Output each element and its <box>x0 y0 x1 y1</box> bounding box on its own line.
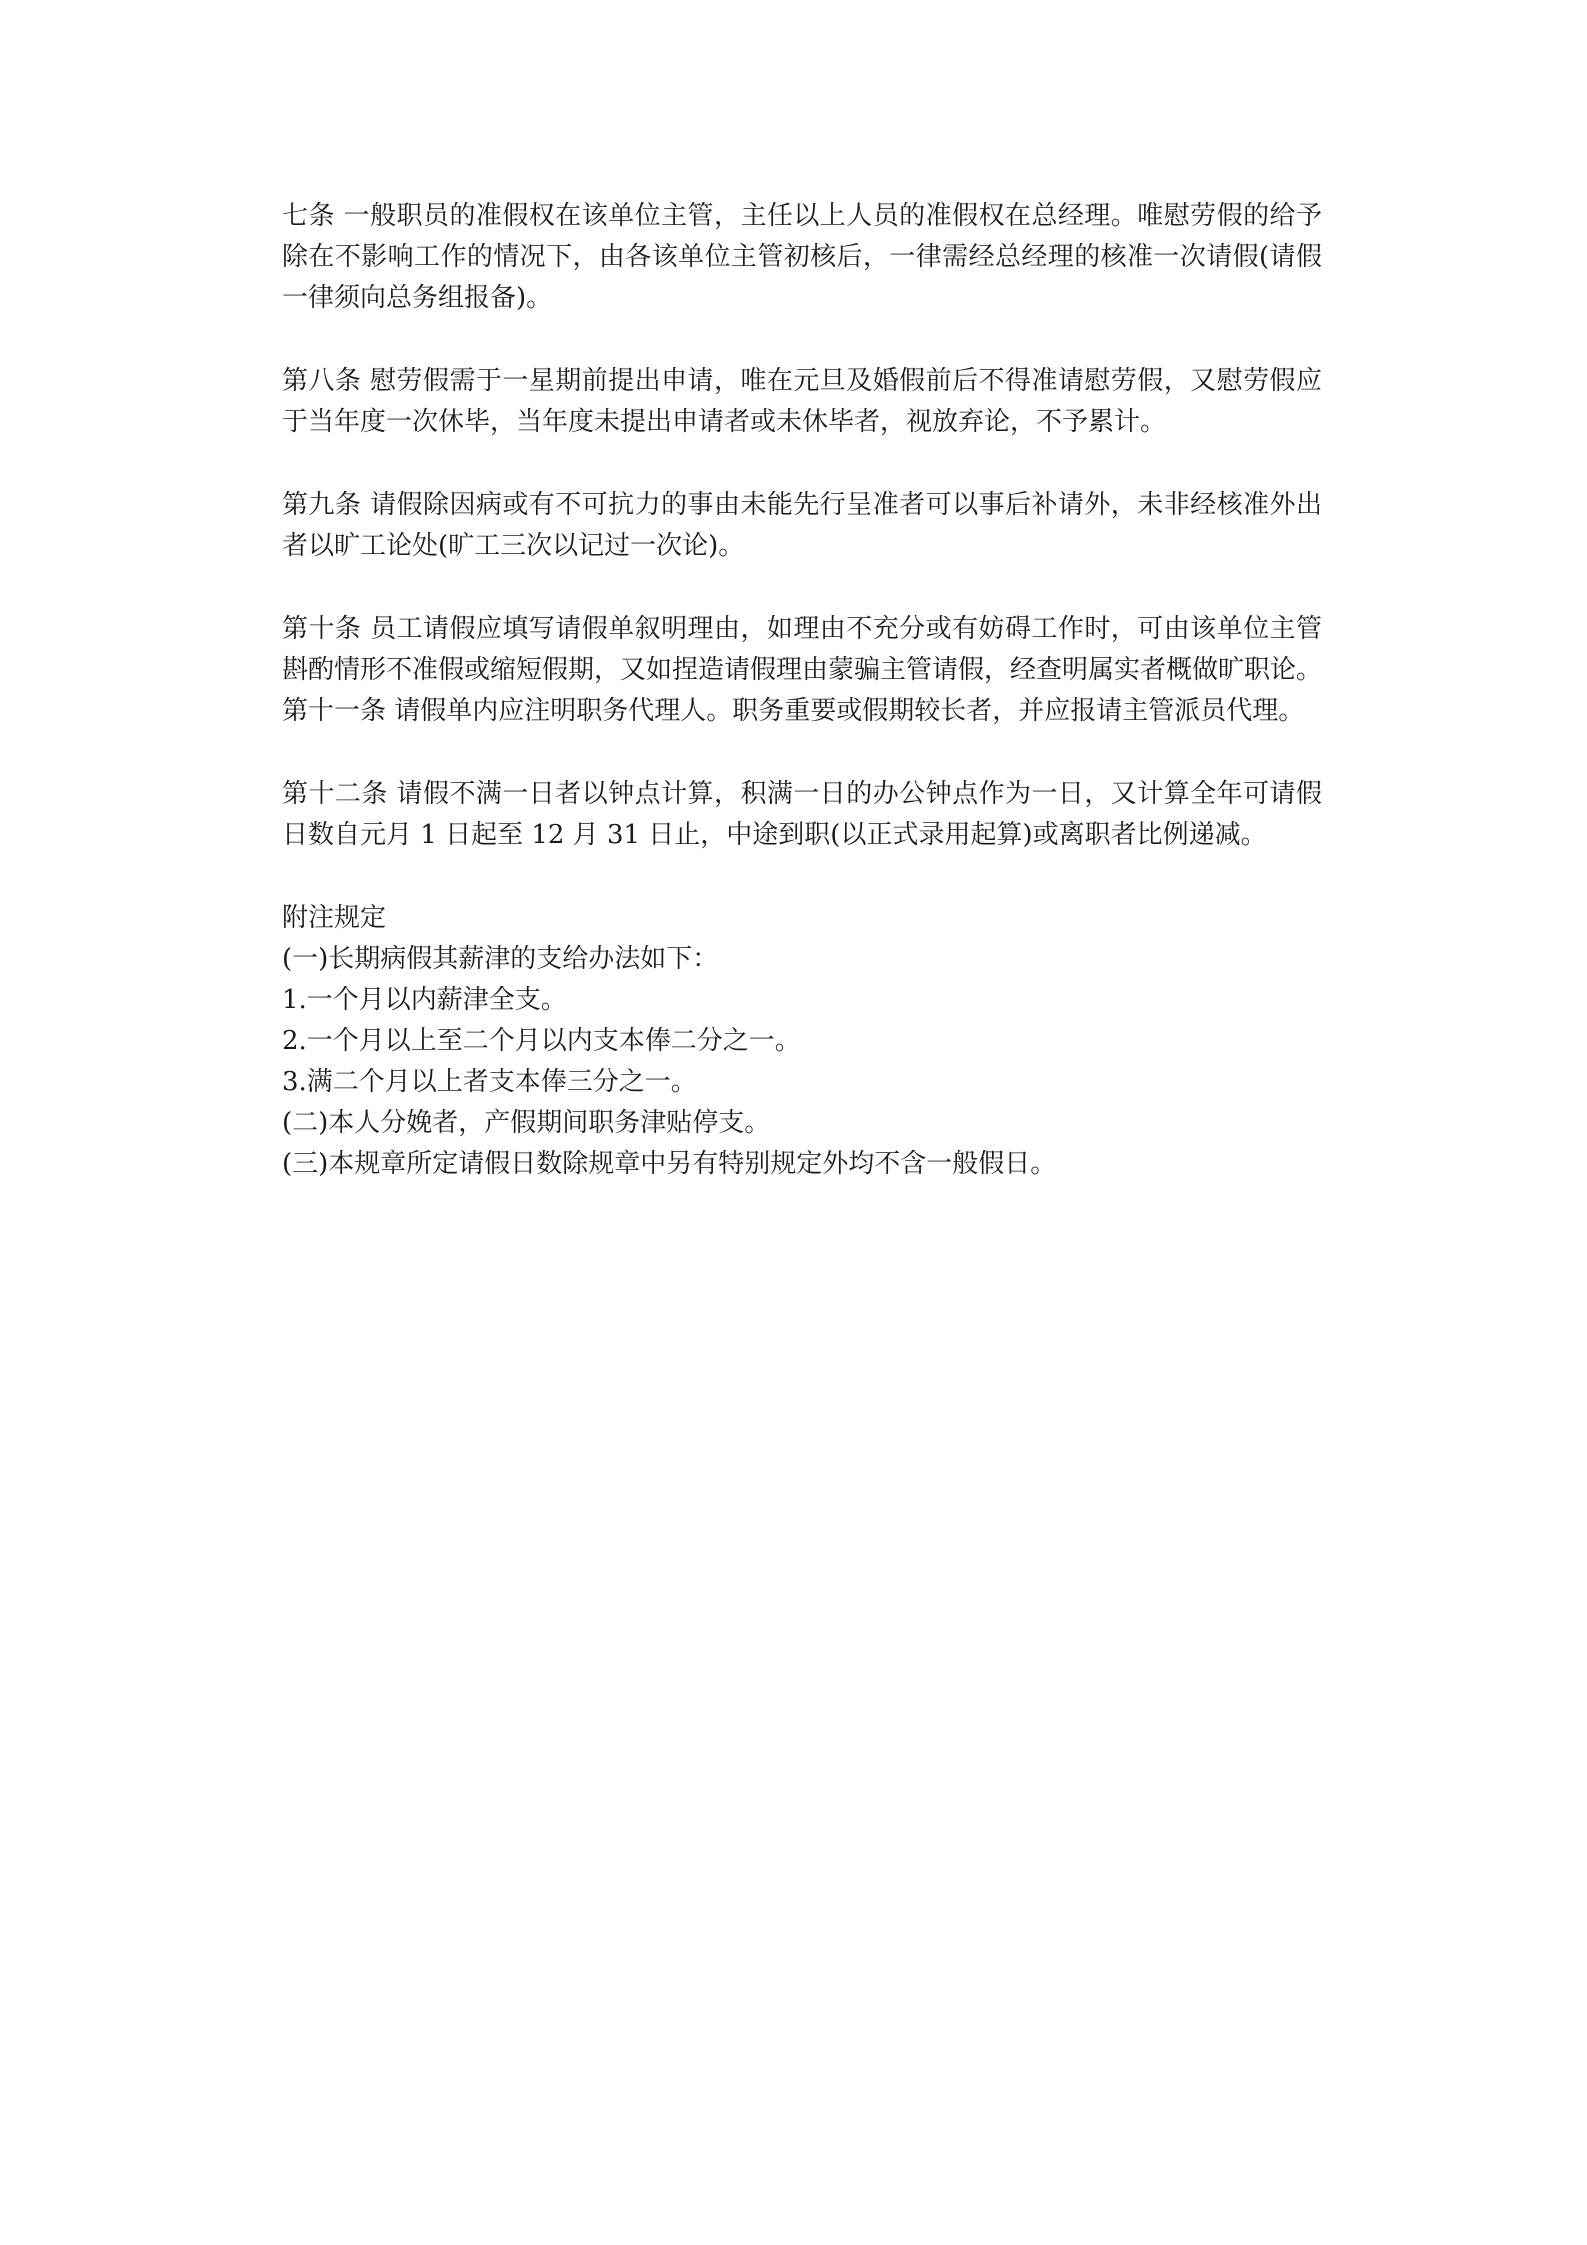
note-item-2: (二)本人分娩者，产假期间职务津贴停支。 <box>282 1108 771 1138</box>
article-8: 第八条 慰劳假需于一星期前提出申请，唯在元旦及婚假前后不得准请慰劳假，又慰劳假应于当年度一次休毕，当年度未提出申请者或未休毕者，视放弃论，不予累计。 <box>282 366 1322 437</box>
document-body <box>282 196 1322 1185</box>
article-12: 第十二条 请假不满一日者以钟点计算，积满一日的办公钟点作为一日，又计算全年可请假日数自元月 1 日起至 12 月 31 日止，中途到职(以正式录用起算)或离职者比例递减。 <box>282 779 1322 850</box>
paragraph-gap <box>282 443 1322 485</box>
note-item-3: (三)本规章所定请假日数除规章中另有特别规定外均不含一般假日。 <box>282 1149 1057 1179</box>
article-11: 第十一条 请假单内应注明职务代理人。职务重要或假期较长者，并应报请主管派员代理。 <box>282 696 1305 726</box>
paragraph-gap <box>282 319 1322 361</box>
note-subitem-1: 1.一个月以内薪津全支。 <box>282 985 567 1015</box>
paragraph-gap <box>282 567 1322 609</box>
paragraph-gap <box>282 856 1322 898</box>
article-7: 七条 一般职员的准假权在该单位主管，主任以上人员的准假权在总经理。唯慰劳假的给予除在不影响工作的情况下，由各该单位主管初核后，一律需经总经理的核准一次请假(请假一律须向总务组报备)。 <box>282 201 1322 313</box>
paragraph-gap <box>282 732 1322 774</box>
note-item-1: (一)长期病假其薪津的支给办法如下： <box>282 944 719 974</box>
note-subitem-3: 3.满二个月以上者支本俸三分之一。 <box>282 1067 697 1097</box>
note-subitem-2: 2.一个月以上至二个月以内支本俸二分之一。 <box>282 1026 801 1056</box>
article-10: 第十条 员工请假应填写请假单叙明理由，如理由不充分或有妨碍工作时，可由该单位主管斟酌情形不准假或缩短假期，又如捏造请假理由蒙骗主管请假，经查明属实者概做旷职论。 <box>282 614 1323 685</box>
article-9: 第九条 请假除因病或有不可抗力的事由未能先行呈准者可以事后补请外，未非经核准外出者以旷工论处(旷工三次以记过一次论)。 <box>282 490 1322 561</box>
notes-heading: 附注规定 <box>282 903 387 933</box>
